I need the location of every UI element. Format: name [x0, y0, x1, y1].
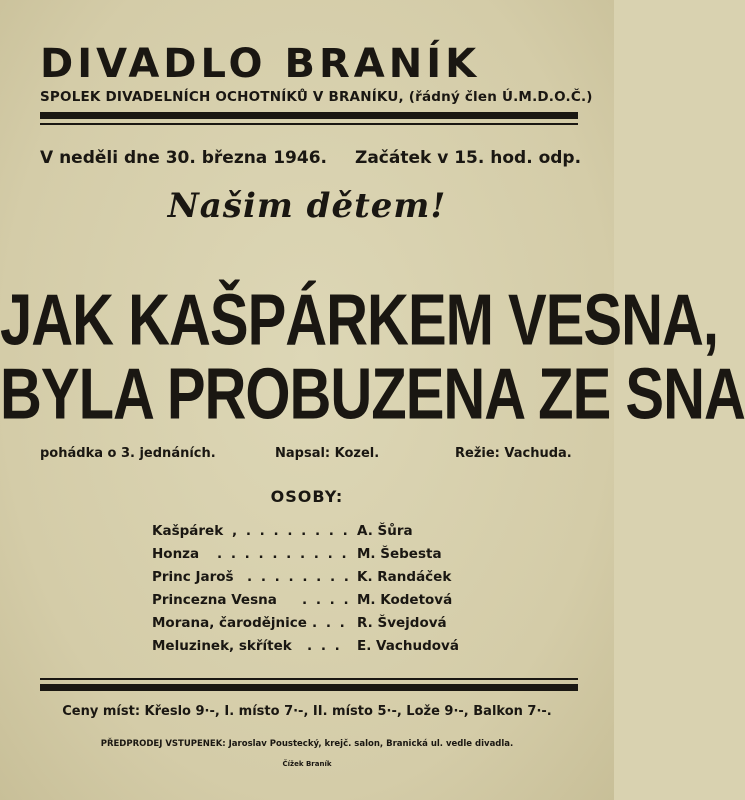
- cast-actor: A. Šůra: [357, 523, 413, 539]
- cast-row: [152, 523, 472, 545]
- cast-row: [152, 615, 472, 637]
- play-director: Režie: Vachuda.: [455, 446, 572, 461]
- society-line: SPOLEK DIVADELNÍCH OCHOTNÍKŮ V BRANÍKU, (řádný člen Ú.M.D.O.Č.): [40, 89, 593, 105]
- cast-actor: K. Randáček: [357, 569, 452, 585]
- footer-rule-thin: [40, 678, 578, 680]
- cast-actor: R. Švejdová: [357, 615, 447, 631]
- play-title-line-1: JAK KAŠPÁRKEM VESNA,: [0, 279, 718, 361]
- play-author: Napsal: Kozel.: [275, 446, 380, 461]
- play-title-line-2: BYLA PROBUZENA ZE SNA: [0, 353, 745, 435]
- printer-credit: Čížek Braník: [282, 760, 332, 768]
- cast-dots: . . . . . . . . . .: [217, 546, 349, 562]
- cast-role: Princ Jaroš: [152, 569, 234, 585]
- cast-actor: E. Vachudová: [357, 638, 459, 654]
- cast-dots: , . . . . . . . .: [232, 523, 350, 539]
- cast-actor: M. Šebesta: [357, 546, 442, 562]
- cast-role: Princezna Vesna: [152, 592, 277, 608]
- cast-row: [152, 592, 472, 614]
- play-genre: pohádka o 3. jednáních.: [40, 446, 216, 461]
- footer-rule-thick: [40, 684, 578, 691]
- performance-date: V neděli dne 30. března 1946.: [40, 148, 327, 168]
- dedication: Našim dětem!: [167, 186, 447, 226]
- ticket-prices: Ceny míst: Křeslo 9·-, I. místo 7·-, II. místo 5·-, Lože 9·-, Balkon 7·-.: [62, 704, 552, 719]
- presale-info: PŘEDPRODEJ VSTUPENEK: Jaroslav Poustecký, krejč. salon, Branická ul. vedle divadla.: [100, 739, 514, 749]
- start-time: Začátek v 15. hod. odp.: [355, 148, 582, 168]
- cast-row: [152, 546, 472, 568]
- cast-dots: . . .: [307, 638, 342, 654]
- cast-actor: M. Kodetová: [357, 592, 453, 608]
- cast-role: Meluzinek, skřítek: [152, 638, 292, 654]
- header-rule-thick: [40, 112, 578, 119]
- cast-dots: . . .: [312, 615, 347, 631]
- cast-dots: . . . . . . . .: [247, 569, 351, 585]
- cast-row: [152, 569, 472, 591]
- cast-row: [152, 638, 472, 660]
- cast-role: Morana, čarodějnice: [152, 615, 307, 631]
- cast-heading: OSOBY:: [270, 487, 344, 506]
- cast-role: Honza: [152, 546, 200, 562]
- cast-role: Kašpárek: [152, 523, 224, 539]
- header-rule-thin: [40, 123, 578, 125]
- theatre-title: DIVADLO BRANÍK: [40, 41, 481, 87]
- cast-dots: . . . .: [302, 592, 351, 608]
